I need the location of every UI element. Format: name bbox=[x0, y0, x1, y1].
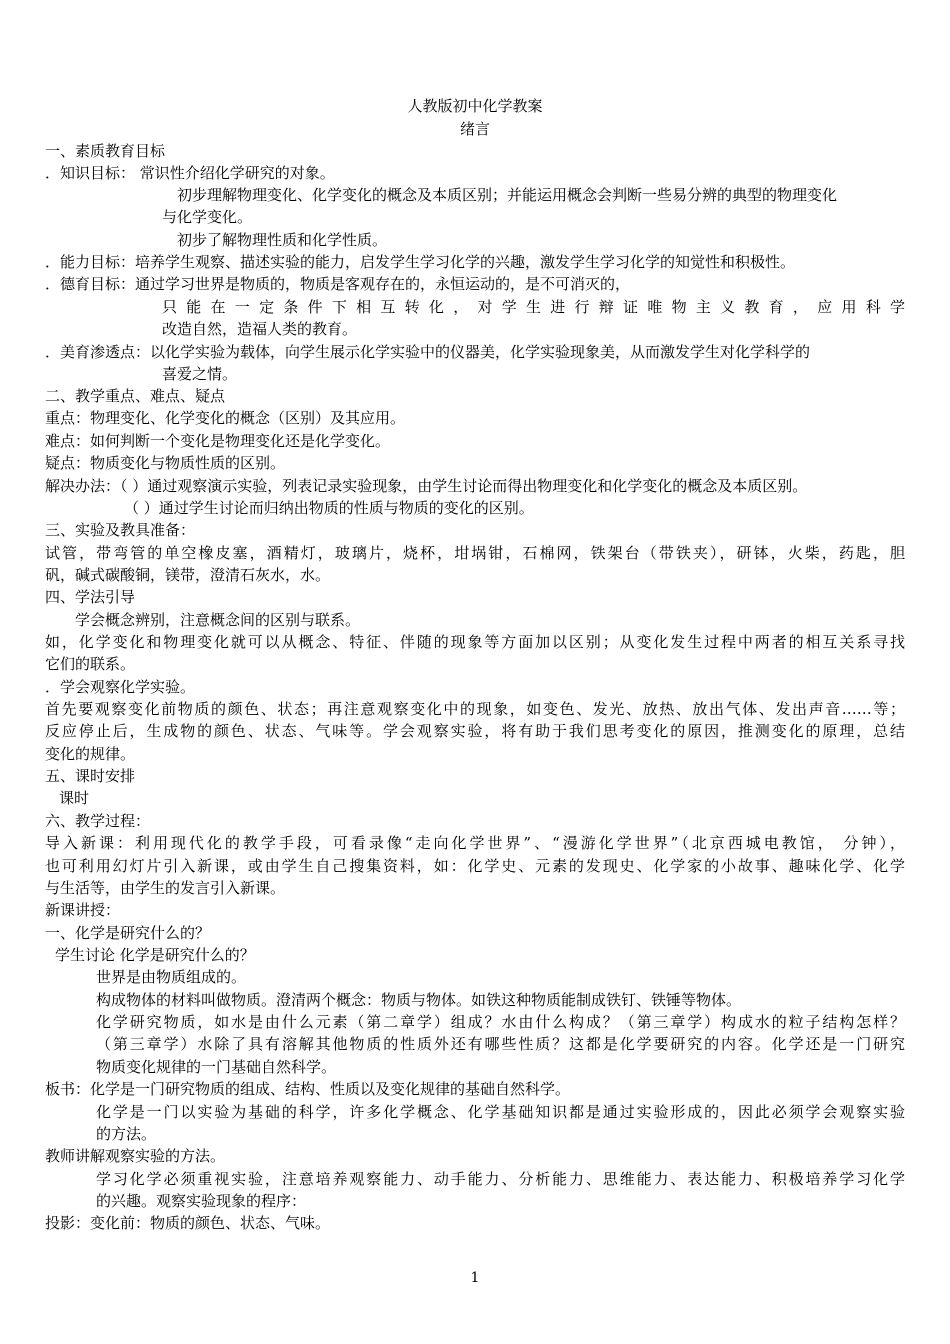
text-line: 的兴趣。观察实验现象的程序： bbox=[96, 1192, 307, 1210]
text-line: 重点：物理变化、化学变化的概念（区别）及其应用。 bbox=[45, 409, 406, 427]
text-line: 矾，碱式碳酸铜，镁带，澄清石灰水，水。 bbox=[45, 566, 331, 584]
text-line: 变化的规律。 bbox=[45, 745, 136, 763]
text-line: 改造自然，造福人类的教育。 bbox=[162, 320, 358, 338]
text-line: 难点：如何判断一个变化是物理变化还是化学变化。 bbox=[45, 432, 391, 450]
text-line: 与化学变化。 bbox=[162, 208, 253, 226]
text-line: （第三章学）水除了具有溶解其他物质的性质外还有哪些性质？这都是化学要研究的内容。化学还是一门研究 bbox=[96, 1035, 905, 1053]
section-heading: 五、课时安排 bbox=[45, 767, 136, 785]
text-line: 一、化学是研究什么的？ bbox=[45, 924, 211, 942]
text-line: 教师讲解观察实验的方法。 bbox=[45, 1147, 226, 1165]
text-line: 世界是由物质组成的。 bbox=[96, 968, 247, 986]
section-heading: 三、实验及教具准备： bbox=[45, 521, 196, 539]
section-heading: 四、学法引导 bbox=[45, 588, 136, 606]
text-line: 导入新课：利用现代化的教学手段，可看录像“走向化学世界”、“漫游化学世界”（北京西城电教馆， 分钟）， bbox=[45, 834, 905, 852]
text-line: ．德育目标：通过学习世界是物质的，物质是客观存在的，永恒运动的，是不可消灭的， bbox=[45, 275, 631, 293]
text-line: ．学会观察化学实验。 bbox=[45, 678, 196, 696]
text-line: 如，化学变化和物理变化就可以从概念、特征、伴随的现象等方面加以区别；从变化发生过程中两者的相互关系寻找 bbox=[45, 633, 905, 651]
section-heading: 一、素质教育目标 bbox=[45, 142, 166, 160]
document-subtitle: 绪言 bbox=[459, 120, 490, 138]
text-line: 首先要观察变化前物质的颜色、状态；再注意观察变化中的现象，如变色、发光、放热、放出气体、发出声音……等； bbox=[45, 700, 905, 718]
text-line: 它们的联系。 bbox=[45, 655, 136, 673]
text-line: 化学是一门以实验为基础的科学，许多化学概念、化学基础知识都是通过实验形成的，因此必须学会观察实验 bbox=[96, 1103, 905, 1121]
text-line: 试管，带弯管的单空橡皮塞，酒精灯，玻璃片，烧杯，坩埚钳，石棉网，铁架台（带铁夹），研钵，火柴，药匙，胆 bbox=[45, 544, 905, 562]
text-line: 构成物体的材料叫做物质。澄清两个概念：物质与物体。如铁这种物质能制成铁钉、铁锤等物体。 bbox=[96, 991, 742, 1009]
text-line: ．能力目标：培养学生观察、描述实验的能力，启发学生学习化学的兴趣，激发学生学习化学的知觉性和积极性。 bbox=[45, 253, 796, 271]
text-line: 板书：化学是一门研究物质的组成、结构、性质以及变化规律的基础自然科学。 bbox=[45, 1080, 571, 1098]
text-line: ．美育渗透点：以化学实验为载体，向学生展示化学实验中的仪器美，化学实验现象美，从而激发学生对化学科学的 bbox=[45, 343, 811, 361]
text-line: （ ）通过学生讨论而归纳出物质的性质与物质的变化的区别。 bbox=[124, 499, 534, 517]
text-line: 课时 bbox=[59, 789, 90, 807]
text-line: 只能在一定条件下相互转化，对学生进行辩证唯物主义教育，应用科学 bbox=[162, 298, 905, 316]
text-line: 初步了解物理性质和化学性质。 bbox=[177, 231, 388, 249]
text-line: 也可利用幻灯片引入新课，或由学生自己搜集资料，如：化学史、元素的发现史、化学家的小故事、趣味化学、化学 bbox=[45, 857, 905, 875]
text-line: 初步理解物理变化、化学变化的概念及本质区别；并能运用概念会判断一些易分辨的典型的物理变化 bbox=[177, 186, 838, 204]
document-title: 人教版初中化学教案 bbox=[407, 97, 543, 115]
text-line: 物质变化规律的一门基础自然科学。 bbox=[96, 1058, 337, 1076]
page-number: 1 bbox=[470, 1270, 480, 1286]
text-line: ．知识目标： 常识性介绍化学研究的对象。 bbox=[45, 164, 335, 182]
section-heading: 六、教学过程： bbox=[45, 812, 151, 830]
text-line: 投影：变化前：物质的颜色、状态、气味。 bbox=[45, 1214, 331, 1232]
text-line: 学习化学必须重视实验，注意培养观察能力、动手能力、分析能力、思维能力、表达能力、积极培养学习化学 bbox=[96, 1170, 905, 1188]
section-heading: 二、教学重点、难点、疑点 bbox=[45, 387, 226, 405]
text-line: 学生讨论 化学是研究什么的？ bbox=[55, 946, 255, 964]
text-line: 的方法。 bbox=[96, 1125, 157, 1143]
text-line: 疑点：物质变化与物质性质的区别。 bbox=[45, 454, 286, 472]
text-line: 喜爱之情。 bbox=[162, 365, 238, 383]
text-line: 解决办法：（ ）通过观察演示实验，列表记录实验现象，由学生讨论而得出物理变化和化学变化的概念及本质区别。 bbox=[45, 477, 808, 495]
text-line: 学会概念辨别，注意概念间的区别与联系。 bbox=[75, 611, 361, 629]
text-line: 新课讲授： bbox=[45, 901, 121, 919]
text-line: 化学研究物质，如水是由什么元素（第二章学）组成？水由什么构成？（第三章学）构成水的粒子结构怎样？ bbox=[96, 1013, 905, 1031]
text-line: 与生活等，由学生的发言引入新课。 bbox=[45, 879, 286, 897]
text-line: 反应停止后，生成物的颜色、状态、气味等。学会观察实验，将有助于我们思考变化的原因，推测变化的原理，总结 bbox=[45, 722, 905, 740]
